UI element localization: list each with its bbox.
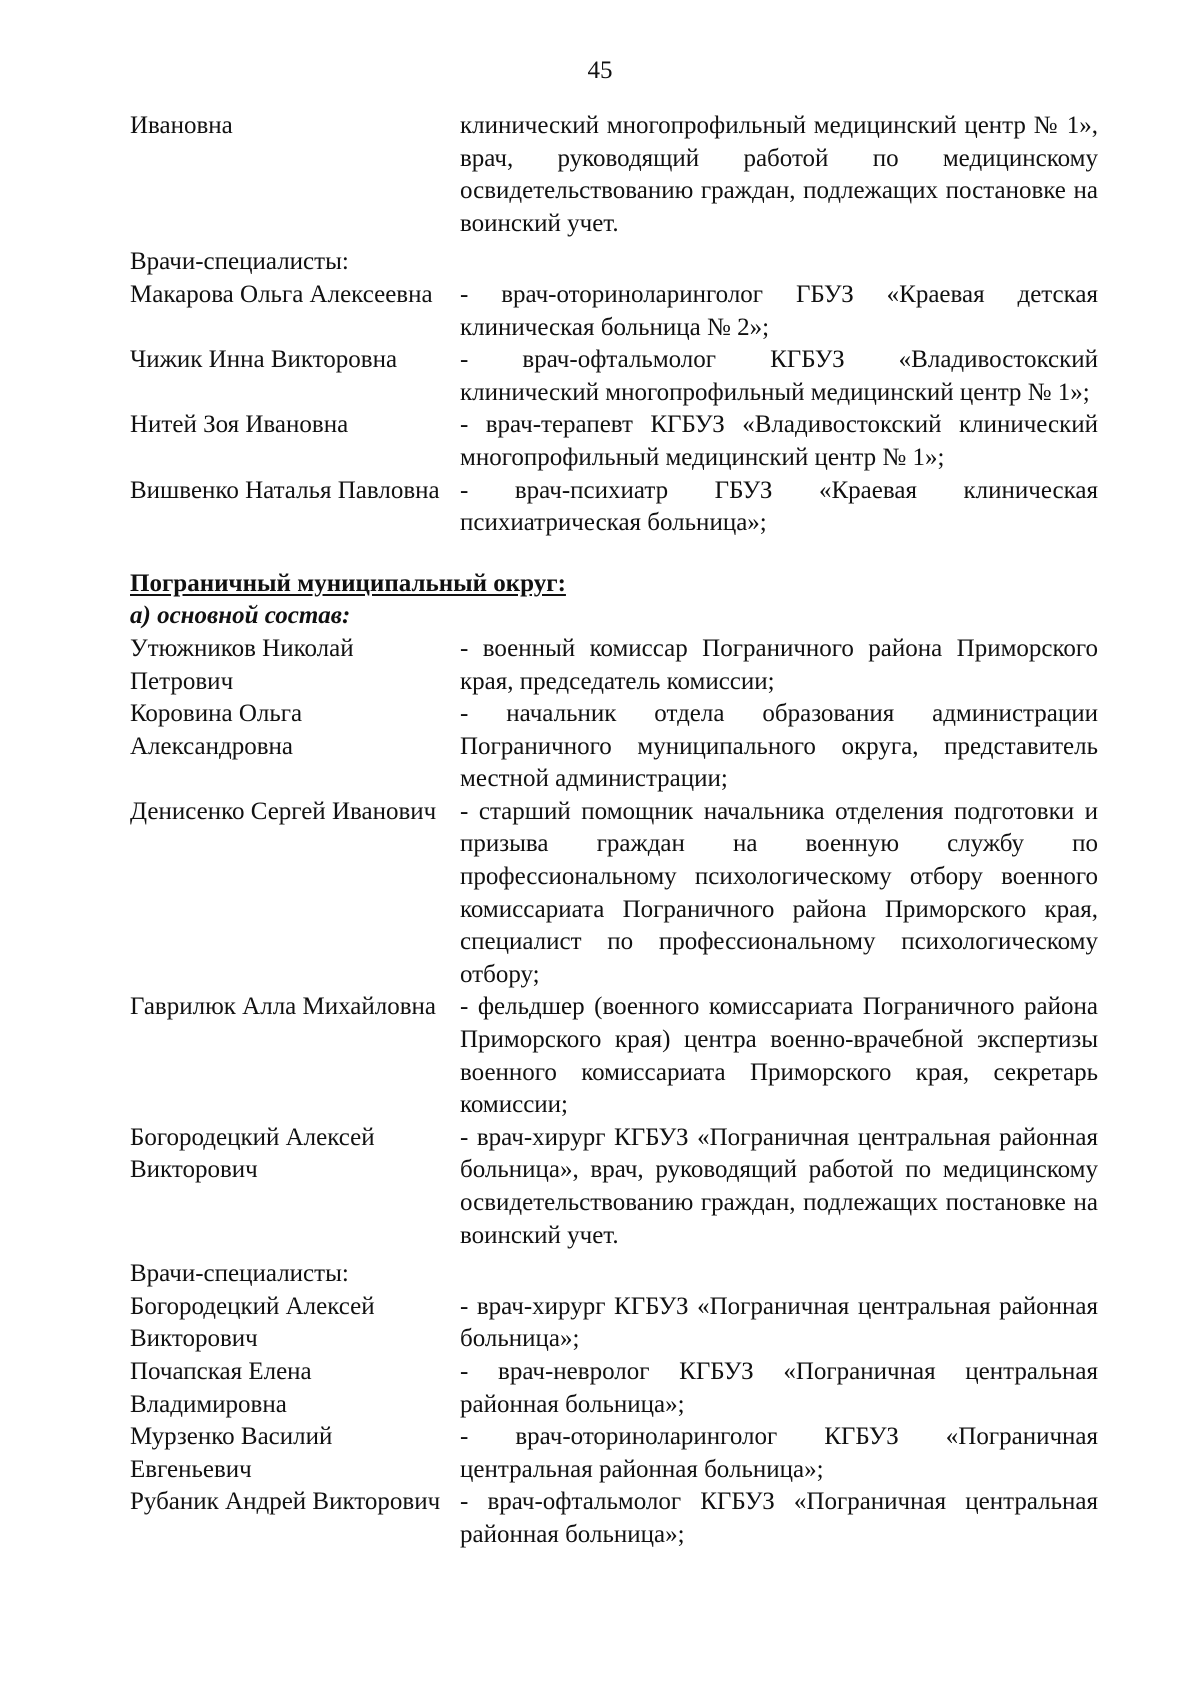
member-role: - старший помощник начальника отделения подготовки и призыва граждан на военную службу по профессиональному психологическому отбору военного комиссариата Пограничного района Приморского края, специалист по профессиональному психологическому отбору; bbox=[460, 797, 1098, 988]
member-entry bbox=[130, 796, 1098, 992]
member-role: клинический многопрофильный медицинский центр № 1», врач, руководящий работой по медицинскому освидетельствованию граждан, подлежащих постановке на воинский учет. bbox=[460, 112, 1098, 237]
member-entry bbox=[130, 633, 1098, 698]
member-role: - врач-психиатр ГБУЗ «Краевая клиническая психиатрическая больница»; bbox=[460, 476, 1098, 537]
specialist-entry bbox=[130, 1356, 1098, 1421]
member-role: - врач-оториноларинголог ГБУЗ «Краевая детская клиническая больница № 2»; bbox=[460, 280, 1098, 341]
specialist-entry bbox=[130, 279, 1098, 344]
specialist-entry bbox=[130, 344, 1098, 409]
specialists-heading: Врачи-специалисты: bbox=[130, 1260, 349, 1288]
member-name: Нитей Зоя Ивановна bbox=[130, 411, 349, 439]
member-name: Вишвенко Наталья Павловна bbox=[130, 476, 440, 504]
member-name: Денисенко Сергей Иванович bbox=[130, 797, 437, 825]
page-number: 45 bbox=[587, 57, 613, 84]
document-body bbox=[130, 110, 1098, 1552]
member-name: Утюжников Николай Петрович bbox=[130, 634, 354, 695]
member-name: Макарова Ольга Алексеевна bbox=[130, 280, 433, 308]
member-entry bbox=[130, 110, 1098, 240]
member-name: Чижик Инна Викторовна bbox=[130, 346, 398, 374]
specialist-entry bbox=[130, 1421, 1098, 1486]
member-role: - врач-офтальмолог КГБУЗ «Владивостокский клинический многопрофильный медицинский центр № 1»; bbox=[460, 346, 1098, 406]
specialist-entry bbox=[130, 1291, 1098, 1356]
specialist-entry bbox=[130, 409, 1098, 474]
member-entry bbox=[130, 698, 1098, 796]
member-role: - врач-хирург КГБУЗ «Пограничная центральная районная больница», врач, руководящий работой по медицинскому освидетельствованию граждан, подлежащих постановке на воинский учет. bbox=[460, 1123, 1098, 1249]
member-role: - врач-оториноларинголог КГБУЗ «Пограничная центральная районная больница»; bbox=[460, 1423, 1098, 1483]
member-name: Богородецкий Алексей Викторович bbox=[130, 1292, 375, 1353]
member-role: - врач-офтальмолог КГБУЗ «Пограничная центральная районная больница»; bbox=[460, 1488, 1098, 1548]
member-role: - врач-хирург КГБУЗ «Пограничная центральная районная больница»; bbox=[460, 1292, 1098, 1353]
member-name: Ивановна bbox=[130, 112, 233, 139]
specialists-heading: Врачи-специалисты: bbox=[130, 248, 349, 276]
specialist-entry bbox=[130, 475, 1098, 540]
member-role: - военный комиссар Пограничного района Приморского края, председатель комиссии; bbox=[460, 634, 1098, 695]
subsection-title: а) основной состав: bbox=[130, 602, 351, 630]
member-entry bbox=[130, 991, 1098, 1121]
member-role: - врач-терапевт КГБУЗ «Владивостокский клинический многопрофильный медицинский центр № 1»; bbox=[460, 411, 1098, 471]
member-name: Богородецкий Алексей Викторович bbox=[130, 1123, 375, 1184]
member-name: Коровина Ольга Александровна bbox=[130, 700, 303, 760]
member-role: - начальник отдела образования администрации Пограничного муниципального округа, представитель местной администрации; bbox=[460, 700, 1098, 793]
member-entry bbox=[130, 1122, 1098, 1252]
specialist-entry bbox=[130, 1486, 1098, 1551]
member-name: Мурзенко Василий Евгеньевич bbox=[130, 1423, 333, 1483]
member-name: Рубаник Андрей Викторович bbox=[130, 1488, 441, 1516]
member-role: - фельдшер (военного комиссариата Пограничного района Приморского края) центра военно-врачебной экспертизы военного комиссариата Приморского края, секретарь комиссии; bbox=[460, 993, 1098, 1119]
member-role: - врач-невролог КГБУЗ «Пограничная центральная районная больница»; bbox=[460, 1357, 1098, 1418]
section-title: Пограничный муниципальный округ: bbox=[130, 569, 566, 597]
member-name: Почапская Елена Владимировна bbox=[130, 1357, 312, 1418]
member-name: Гаврилюк Алла Михайловна bbox=[130, 993, 437, 1021]
